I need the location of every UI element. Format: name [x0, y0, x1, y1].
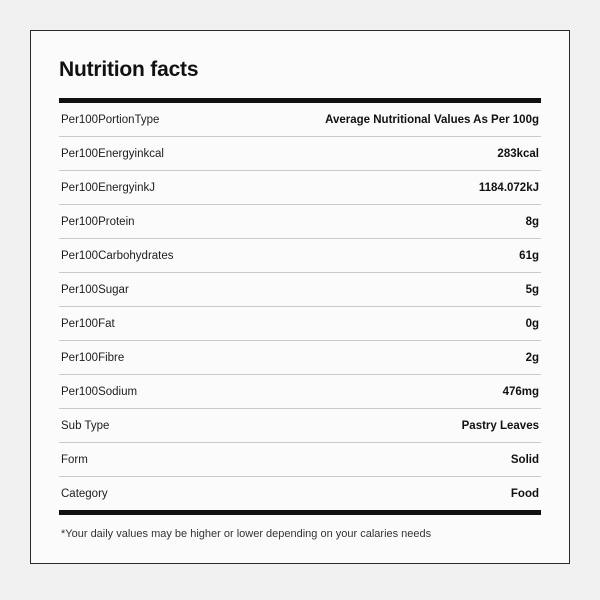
row-label: Per100PortionType: [61, 114, 160, 127]
row-label: Sub Type: [61, 420, 110, 433]
table-row: [59, 137, 541, 170]
row-label: Per100Carbohydrates: [61, 250, 174, 263]
table-row: [59, 307, 541, 340]
row-value: 5g: [525, 284, 539, 297]
row-label: Per100Sodium: [61, 386, 138, 399]
nutrition-table: [59, 103, 541, 510]
table-row: [59, 239, 541, 272]
row-label: Per100Protein: [61, 216, 135, 229]
row-label: Per100Fibre: [61, 352, 125, 365]
table-row: [59, 205, 541, 238]
row-value: 0g: [525, 318, 539, 331]
row-label: Form: [61, 454, 88, 467]
row-value: Food: [510, 488, 539, 501]
row-value: Solid: [510, 454, 539, 467]
row-value: Average Nutritional Values As Per 100g: [325, 114, 539, 127]
daily-values-footnote: *Your daily values may be higher or lower depending on your calaries needs: [61, 528, 432, 541]
row-value: Pastry Leaves: [461, 420, 539, 433]
row-value: 283kcal: [497, 148, 539, 161]
row-label: Category: [61, 488, 108, 501]
row-value: 61g: [519, 250, 539, 263]
row-value: 476mg: [502, 386, 539, 399]
table-row: [59, 103, 541, 136]
nutrition-facts-card: [30, 30, 570, 564]
page-title: Nutrition facts: [59, 58, 199, 81]
row-value: 1184.072kJ: [478, 182, 539, 195]
row-value: 8g: [525, 216, 539, 229]
row-label: Per100Sugar: [61, 284, 129, 297]
row-label: Per100Fat: [61, 318, 115, 331]
table-row: [59, 477, 541, 510]
table-row: [59, 273, 541, 306]
row-label: Per100Energyinkcal: [61, 148, 164, 161]
table-row: [59, 409, 541, 442]
table-row: [59, 443, 541, 476]
table-row: [59, 171, 541, 204]
row-value: 2g: [525, 352, 539, 365]
row-label: Per100EnergyinkJ: [61, 182, 155, 195]
table-row: [59, 341, 541, 374]
table-row: [59, 375, 541, 408]
